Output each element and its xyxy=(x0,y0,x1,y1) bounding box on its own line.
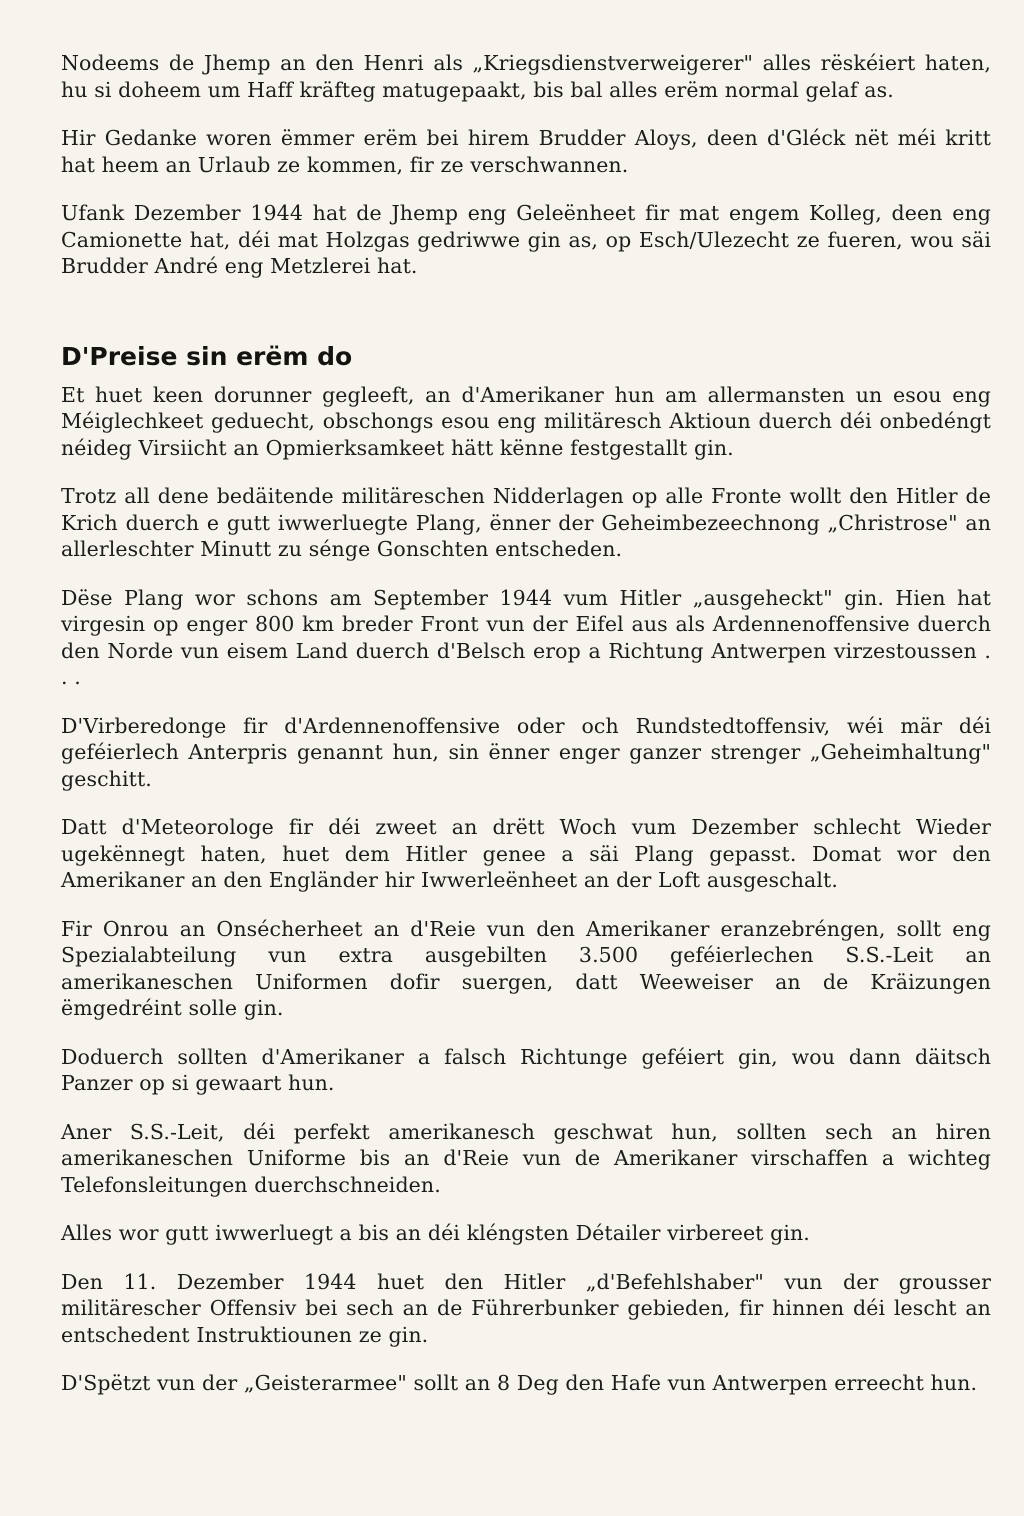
body-paragraph: D'Virberedonge fir d'Ardennenoffensive oder och Rundstedtoffensiv, wéi mär déi geféierlech Anterpris genannt hun, sin ënner enger ganzer strenger „Geheimhaltung" geschitt. xyxy=(61,713,991,791)
intro-paragraph: Hir Gedanke woren ëmmer erëm bei hirem Brudder Aloys, deen d'Gléck nët méi kritt hat heem an Urlaub ze kommen, fir ze verschwannen. xyxy=(61,126,991,177)
section-body xyxy=(61,382,991,1397)
document-page xyxy=(61,50,991,1419)
body-paragraph: D'Spëtzt vun der „Geisterarmee" sollt an 8 Deg den Hafe vun Antwerpen erreecht hun. xyxy=(61,1371,978,1395)
body-paragraph: Doduerch sollten d'Amerikaner a falsch Richtunge geféiert gin, wou dann däitsch Panzer op si gewaart hun. xyxy=(61,1044,991,1095)
intro-text xyxy=(61,50,991,280)
intro-paragraph: Ufank Dezember 1944 hat de Jhemp eng Geleënheet fir mat engem Kolleg, deen eng Camionette hat, déi mat Holzgas gedriwwe gin as, op Esch/Ulezecht ze fueren, wou säi Brudder André eng Metzlerei hat. xyxy=(61,201,991,278)
body-paragraph: Et huet keen dorunner gegleeft, an d'Amerikaner hun am allermansten un esou eng Méiglechkeet geduecht, obschongs esou eng militäresch Aktioun duerch déi onbedéngt néideg Virsiicht an Opmierksamkeet hätt kënne festgestallt gin. xyxy=(61,382,991,460)
body-paragraph: Fir Onrou an Onsécherheet an d'Reie vun den Amerikaner eranzebréngen, sollt eng Spezialabteilung vun extra ausgebilten 3.500 geféierlechen S.S.-Leit an amerikaneschen Uniformen dofir suergen, datt Weeweiser an de Kräizungen ëmgedréint solle gin. xyxy=(61,916,991,1020)
section-heading: D'Preise sin erëm do xyxy=(61,341,353,371)
body-paragraph: Datt d'Meteorologe fir déi zweet an drëtt Woch vum Dezember schlecht Wieder ugekënnegt haten, huet dem Hitler genee a säi Plang gepasst. Domat wor den Amerikaner an den Engländer hir Iwwerleënheet an der Loft ausgeschalt. xyxy=(61,815,991,892)
intro-paragraph: Nodeems de Jhemp an den Henri als „Kriegsdienstverweigerer" alles rëskéiert haten, hu si doheem um Haff kräfteg matugepaakt, bis bal alles erëm normal gelaf as. xyxy=(61,51,991,102)
body-paragraph: Dëse Plang wor schons am September 1944 vum Hitler „ausgeheckt" gin. Hien hat virgesin op enger 800 km breder Front vun der Eifel aus als Ardennenoffensive duerch den Norde vun eisem Land duerch d'Belsch erop a Richtung Antwerpen virzestoussen . . . xyxy=(61,585,991,689)
body-paragraph: Den 11. Dezember 1944 huet den Hitler „d'Befehlshaber" vun der grousser militärescher Offensiv bei sech an de Führerbunker gebieden, fir hinnen déi lescht an entschedent Instruktiounen ze gin. xyxy=(61,1269,991,1347)
body-paragraph: Trotz all dene bedäitende militäreschen Nidderlagen op alle Fronte wollt den Hitler de Krich duerch e gutt iwwerluegte Plang, ënner der Geheimbezeechnong „Christrose" an allerleschter Minutt zu sénge Gonschten entscheden. xyxy=(61,484,991,561)
body-paragraph: Aner S.S.-Leit, déi perfekt amerikanesch geschwat hun, sollten sech an hiren amerikaneschen Uniforme bis an d'Reie vun de Amerikaner virschaffen a wichteg Telefonsleitungen duerchschneiden. xyxy=(61,1119,991,1197)
body-paragraph: Alles wor gutt iwwerluegt a bis an déi kléngsten Détailer virbereet gin. xyxy=(61,1221,810,1245)
